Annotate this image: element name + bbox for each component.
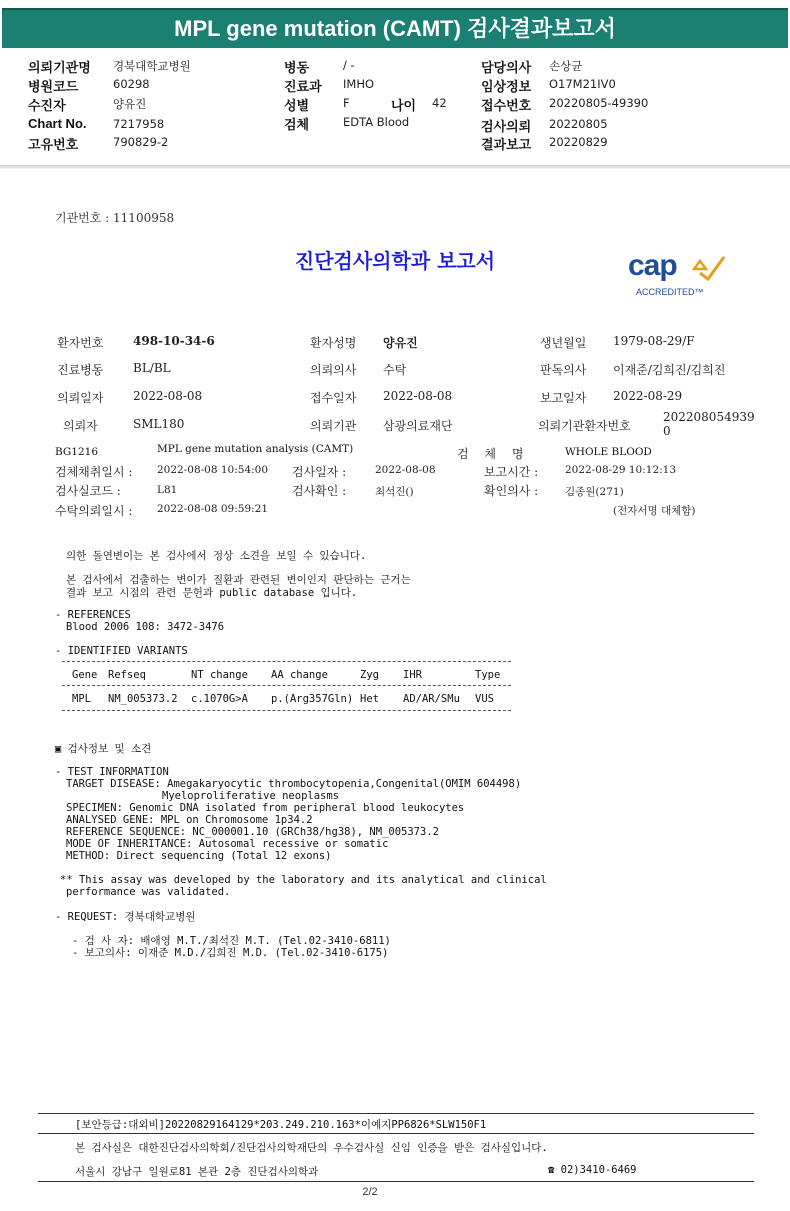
label-test-date: 검사일자 : [292, 465, 347, 479]
footer-top-rule [38, 1113, 754, 1114]
header-divider [0, 165, 790, 169]
value-chart-no: 7217958 [113, 117, 165, 131]
label-clinic-ward: 진료병동 [57, 363, 104, 377]
value-requesting-org: 삼광의료재단 [383, 419, 453, 433]
label-confirm-doctor: 확인의사 : [484, 484, 539, 498]
col-aa-change: AA change [271, 669, 328, 681]
label-report-date: 결과보고 [481, 137, 532, 152]
institution-number: 기관번호 : 11100958 [55, 211, 175, 225]
value-report-date: 20220829 [549, 135, 608, 149]
value-patient: 양유진 [113, 97, 147, 111]
test-information-heading: - TEST INFORMATION [55, 766, 169, 778]
value-dob: 1979-08-29/F [613, 334, 695, 348]
mode-of-inheritance: MODE OF INHERITANCE: Autosomal recessive or somatic [66, 838, 389, 850]
body-line-3: 결과 보고 시점의 관련 문헌과 public database 입니다. [66, 587, 358, 599]
reference-sequence: REFERENCE SEQUENCE: NC_000001.10 (GRCh38/hg38), NM_005373.2 [66, 826, 439, 838]
cell-nt-change: c.1070G>A [191, 693, 248, 705]
certification-line: 본 검사실은 대한진단검사의학회/진단검사의학재단의 우수검사실 신임 인증을 받은 검사실입니다. [75, 1142, 548, 1154]
cell-gene: MPL [72, 693, 91, 705]
label-specimen: 검체 [284, 117, 310, 132]
value-confirm-doctor: 김종원(271) [565, 486, 624, 498]
label-clinical-info: 임상정보 [481, 79, 532, 94]
label-specimen-name: 검 체 명 [457, 447, 530, 461]
cell-zyg: Het [360, 693, 379, 705]
reporter-line: - 보고의사: 이재준 M.D./김희진 M.D. (Tel.02-3410-6175) [72, 947, 389, 959]
footer-mid-rule [38, 1133, 754, 1134]
value-report-time: 2022-08-29 10:12:13 [565, 464, 677, 476]
value-physician: 손상균 [549, 59, 583, 73]
reference-line: Blood 2006 108: 3472-3476 [66, 621, 225, 633]
label-sex: 성별 [284, 98, 310, 113]
label-collect-time: 검체채취일시 : [55, 465, 133, 479]
label-test-confirm: 검사확인 : [292, 484, 347, 498]
value-specimen: EDTA Blood [343, 115, 410, 129]
value-org-patient-no-line2: 0 [663, 424, 671, 438]
label-requester: 의뢰자 [63, 419, 98, 433]
value-collect-time: 2022-08-08 10:54:00 [157, 464, 269, 476]
variants-table-bottom-rule [62, 710, 511, 711]
label-receipt-no: 접수번호 [481, 98, 532, 113]
label-receipt-date: 접수일자 [310, 391, 357, 405]
col-gene: Gene [72, 669, 98, 681]
assay-note-2: performance was validated. [66, 886, 231, 898]
cell-refseq: NM_005373.2 [108, 693, 178, 705]
e-signature-note: (전자서명 대체함) [613, 505, 696, 517]
references-heading: - REFERENCES [55, 609, 131, 621]
label-ward: 병동 [284, 60, 310, 75]
value-report-date-2: 2022-08-29 [613, 389, 683, 403]
target-disease-2: Myeloproliferative neoplasms [162, 790, 340, 802]
value-receipt-no: 20220805-49390 [549, 96, 649, 110]
value-patient-no: 498-10-34-6 [133, 334, 215, 348]
label-unique-no: 고유번호 [28, 137, 79, 152]
col-ihr: IHR [403, 669, 422, 681]
value-test-date: 2022-08-08 [375, 464, 436, 476]
value-test-confirm: 최석진() [375, 486, 414, 498]
value-sex: F [343, 96, 350, 110]
label-patient: 수진자 [28, 98, 66, 113]
section-heading-test-info: ▣ 검사정보 및 소견 [55, 743, 152, 755]
value-consign-time: 2022-08-08 09:59:21 [157, 503, 269, 515]
label-lab-code: 검사실코드 : [55, 484, 121, 498]
specimen-info: SPECIMEN: Genomic DNA isolated from peripheral blood leukocytes [66, 802, 465, 814]
tester-line: - 검 사 자: 배애영 M.T./최석진 M.T. (Tel.02-3410-6811) [72, 935, 391, 947]
value-requester: SML180 [133, 417, 185, 431]
col-nt-change: NT change [191, 669, 248, 681]
label-report-date-2: 보고일자 [540, 391, 587, 405]
value-patient-name: 양유진 [383, 336, 418, 350]
label-org-patient-no: 의뢰기관환자번호 [538, 419, 631, 433]
value-org-patient-no-line1: 202208054939 [663, 410, 755, 424]
label-department: 진료과 [284, 79, 322, 94]
col-refseq: Refseq [108, 669, 146, 681]
value-clinic-ward: BL/BL [133, 361, 171, 375]
test-code: BG1216 [55, 446, 99, 458]
address-line: 서울시 강남구 일원로81 본관 2층 진단검사의학과 [75, 1166, 319, 1178]
test-name: MPL gene mutation analysis (CAMT) [157, 443, 354, 455]
label-reading-doctor: 판독의사 [540, 363, 587, 377]
label-ordering-doctor: 의뢰의사 [310, 363, 357, 377]
label-request-date-2: 의뢰일자 [57, 391, 104, 405]
value-age: 42 [432, 96, 447, 110]
label-consign-time: 수탁의뢰일시 : [55, 504, 133, 518]
value-lab-code: L81 [157, 484, 178, 496]
value-ordering-doctor: 수탁 [383, 363, 407, 377]
body-line-1: 의한 돌연변이는 본 검사에서 정상 소견을 보일 수 있습니다. [66, 550, 367, 562]
variants-table-header-rule [62, 685, 511, 686]
method: METHOD: Direct sequencing (Total 12 exons) [66, 850, 332, 862]
report-title: 진단검사의학과 보고서 [294, 249, 496, 273]
security-line: [보안등급:대외비]20220829164129*203.249.210.163*이예지PP6826*SLW150F1 [75, 1119, 487, 1131]
assay-note-1: ** This assay was developed by the laboratory and its analytical and clinical [60, 874, 547, 886]
col-type: Type [475, 669, 501, 681]
page-number: 2/2 [362, 1186, 378, 1198]
label-age: 나이 [391, 98, 417, 113]
label-report-time: 보고시간 : [484, 465, 539, 479]
label-request-date: 검사의뢰 [481, 119, 532, 134]
request-line: - REQUEST: 경북대학교병원 [55, 911, 196, 923]
label-chart-no: Chart No. [28, 116, 87, 131]
cell-ihr: AD/AR/SMu [403, 693, 460, 705]
variants-table-top-rule [62, 661, 511, 662]
label-hospital-code: 병원코드 [28, 79, 79, 94]
analysed-gene: ANALYSED GENE: MPL on Chromosome 1p34.2 [66, 814, 313, 826]
report-title-bar: MPL gene mutation (CAMT) 검사결과보고서 [2, 8, 788, 48]
value-receipt-date: 2022-08-08 [383, 389, 453, 403]
label-requesting-institution: 의뢰기관명 [28, 60, 91, 75]
label-dob: 생년월일 [540, 336, 587, 350]
label-patient-no: 환자번호 [57, 336, 104, 350]
col-zyg: Zyg [360, 669, 379, 681]
target-disease: TARGET DISEASE: Amegakaryocytic thrombocytopenia,Congenital(OMIM 604498) [66, 778, 522, 790]
value-hospital-code: 60298 [113, 77, 150, 91]
value-unique-no: 790829-2 [113, 135, 169, 149]
cell-type: VUS [475, 693, 494, 705]
cap-accredited-logo: cap ACCREDITED™ [628, 255, 728, 300]
footer-bottom-rule [38, 1181, 754, 1182]
value-request-date: 20220805 [549, 117, 608, 131]
value-reading-doctor: 이재준/김희진/김희진 [613, 363, 726, 377]
label-patient-name: 환자성명 [310, 336, 357, 350]
body-line-2: 본 검사에서 검출하는 변이가 질환과 관련된 변이인지 판단하는 근거는 [66, 574, 411, 586]
value-request-date-2: 2022-08-08 [133, 389, 203, 403]
value-specimen-name: WHOLE BLOOD [565, 446, 652, 458]
variants-heading: - IDENTIFIED VARIANTS [55, 645, 188, 657]
label-physician: 담당의사 [481, 60, 532, 75]
cell-aa-change: p.(Arg357Gln) [271, 693, 354, 705]
label-requesting-org: 의뢰기관 [310, 419, 357, 433]
value-requesting-institution: 경북대학교병원 [113, 59, 191, 73]
phone-line: ☎ 02)3410-6469 [548, 1164, 637, 1176]
value-clinical-info: O17M21IV0 [549, 77, 616, 91]
value-department: IMHO [343, 77, 375, 91]
value-ward: / - [343, 58, 355, 72]
